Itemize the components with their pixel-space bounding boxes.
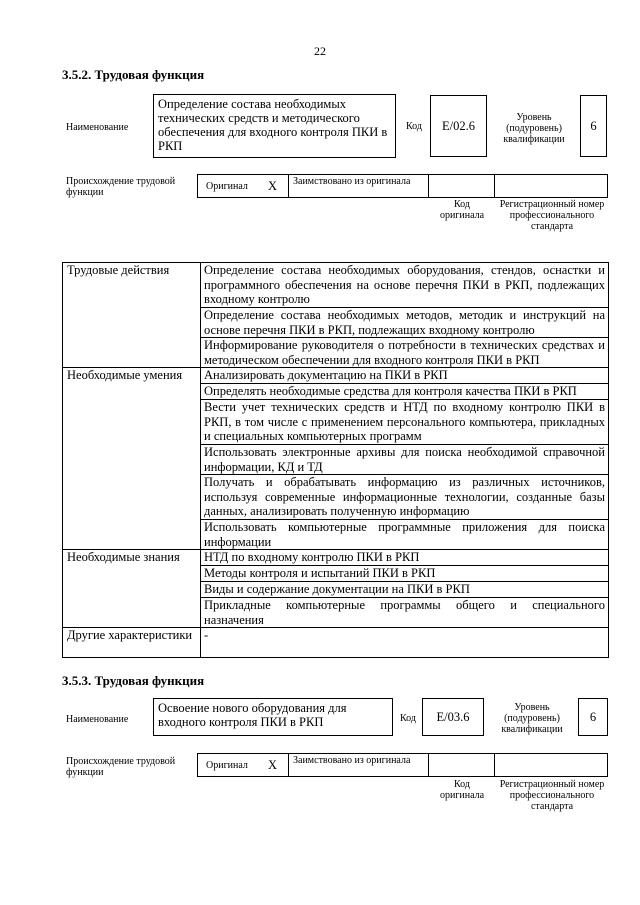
page-number: 22 xyxy=(314,44,326,58)
reg-number-caption: Регистрационный номер профессионального стандарта xyxy=(499,199,605,232)
borrowed-cell xyxy=(288,753,429,777)
code-value: E/03.6 xyxy=(436,709,470,724)
table-row xyxy=(63,628,609,658)
table-cell: Определять необходимые средства для контроля качества ПКИ в РКП xyxy=(201,384,609,400)
code-label: Код xyxy=(400,713,416,724)
level-box xyxy=(580,95,607,157)
code-label: Код xyxy=(406,121,422,132)
group-header-actions: Трудовые действия xyxy=(63,263,201,368)
origin-label: Происхождение трудовой функции xyxy=(66,756,176,778)
function-name: Освоение нового оборудования для входного контроля ПКИ в РКП xyxy=(158,701,347,729)
code-original-caption: Код оригинала xyxy=(439,779,485,801)
group-header-knowledge: Необходимые знания xyxy=(63,550,201,628)
group-header-other: Другие характеристики xyxy=(63,628,201,658)
function-name: Определение состава необходимых технических средств и методического обеспечения для входного контроля ПКИ в РКП xyxy=(158,97,388,153)
original-label: Оригинал xyxy=(206,760,248,771)
level-value: 6 xyxy=(590,118,597,133)
table-cell: Виды и содержание документации на ПКИ в РКП xyxy=(201,582,609,598)
level-box xyxy=(578,698,608,736)
table-cell: Получать и обрабатывать информацию из различных источников, используя современные информационные технологии, созданные базы данных, анализировать полученную информацию xyxy=(201,475,609,520)
name-label: Наименование xyxy=(66,714,129,725)
section-title-353: 3.5.3. Трудовая функция xyxy=(62,673,205,688)
borrowed-cell xyxy=(288,174,429,198)
original-cell xyxy=(197,753,289,777)
table-cell: Анализировать документацию на ПКИ в РКП xyxy=(201,368,609,384)
origin-row xyxy=(197,753,608,777)
code-value: E/02.6 xyxy=(442,118,475,133)
code-box xyxy=(422,698,484,736)
level-label: Уровень (подуровень) квалификации xyxy=(503,111,565,145)
reg-number-caption: Регистрационный номер профессионального стандарта xyxy=(499,779,605,812)
table-cell: - xyxy=(201,628,609,658)
code-box xyxy=(430,95,487,157)
table-cell: Использовать электронные архивы для поиска необходимой справочной информации, КД и ТД xyxy=(201,445,609,475)
group-header-skills: Необходимые умения xyxy=(63,368,201,550)
borrowed-label: Заимствовано из оригинала xyxy=(293,176,411,187)
table-cell: Информирование руководителя о потребности в технических средствах и методическом обеспечении для входного контроля ПКИ в РКП xyxy=(201,338,609,368)
section-title-352: 3.5.2. Трудовая функция xyxy=(62,67,205,82)
level-label: Уровень (подуровень) квалификации xyxy=(501,701,563,735)
code-original-cell xyxy=(428,174,495,198)
table-cell: Вести учет технических средств и НТД по входному контролю ПКИ в РКП, в том числе с применением персонального компьютера, прикладных и специальных компьютерных программ xyxy=(201,400,609,445)
origin-label: Происхождение трудовой функции xyxy=(66,176,176,198)
borrowed-label: Заимствовано из оригинала xyxy=(293,755,411,766)
original-mark: X xyxy=(268,758,278,772)
table-cell: НТД по входному контролю ПКИ в РКП xyxy=(201,550,609,566)
table-row xyxy=(63,550,609,566)
name-label: Наименование xyxy=(66,122,129,133)
table-row xyxy=(63,263,609,308)
function-table xyxy=(62,262,609,658)
function-name-box xyxy=(153,698,393,736)
reg-number-cell xyxy=(494,174,608,198)
reg-number-cell xyxy=(494,753,608,777)
origin-row xyxy=(197,174,608,198)
table-cell: Методы контроля и испытаний ПКИ в РКП xyxy=(201,566,609,582)
function-name-box xyxy=(153,94,396,158)
original-mark: X xyxy=(268,179,278,193)
table-row xyxy=(63,368,609,384)
code-original-cell xyxy=(428,753,495,777)
level-value: 6 xyxy=(589,709,597,724)
table-cell: Использовать компьютерные программные приложения для поиска информации xyxy=(201,520,609,550)
code-original-caption: Код оригинала xyxy=(439,199,485,221)
table-cell: Определение состава необходимых методов, методик и инструкций на основе перечня ПКИ в РКП, подлежащих входному контролю xyxy=(201,308,609,338)
original-label: Оригинал xyxy=(206,181,248,192)
original-cell xyxy=(197,174,289,198)
table-cell: Определение состава необходимых оборудования, стендов, оснастки и программного обеспечения на основе перечня ПКИ в РКП, подлежащих входному контролю xyxy=(201,263,609,308)
table-cell: Прикладные компьютерные программы общего и специального назначения xyxy=(201,598,609,628)
